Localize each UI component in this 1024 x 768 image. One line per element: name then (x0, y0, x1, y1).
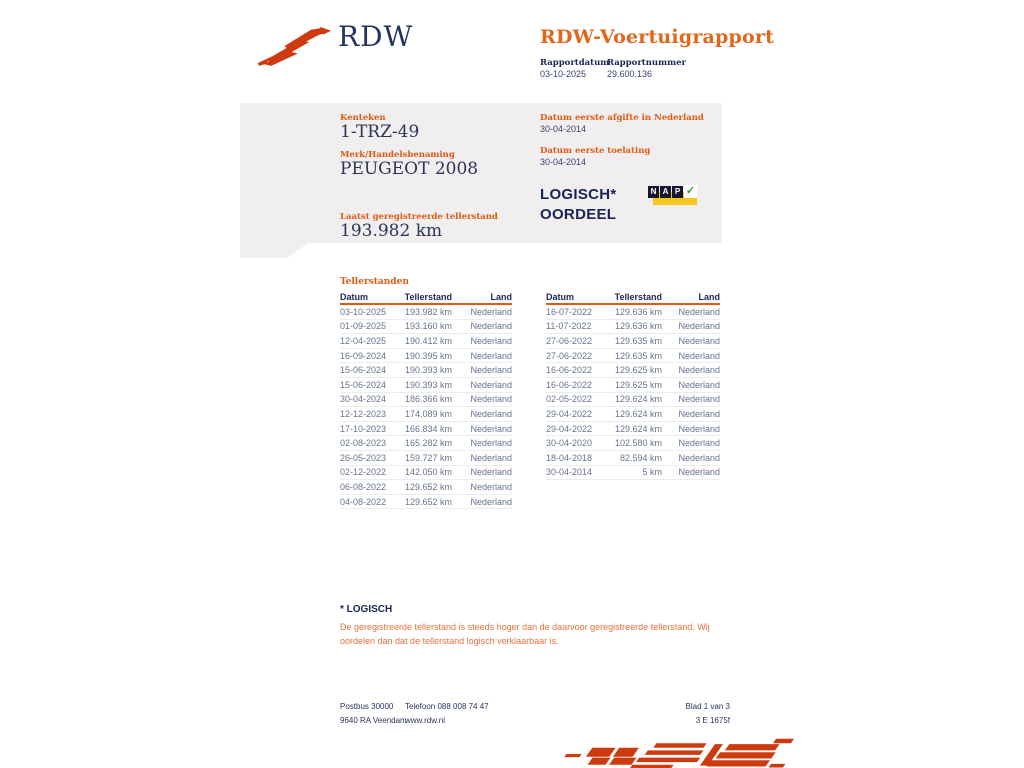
nap-checkmark-icon: ✓ (685, 185, 696, 197)
report-date-label: Rapportdatum (540, 58, 610, 68)
row-odometer: 142.050 km (404, 467, 452, 478)
row-country: Nederland (470, 365, 512, 376)
rdw-stripes-graphic (543, 737, 803, 768)
row-date: 16-06-2022 (546, 365, 593, 376)
nap-letter-n: N (648, 186, 659, 198)
tellerstanden-table-left (340, 292, 512, 509)
footer-phone: Telefoon 088 008 74 47 (405, 702, 489, 711)
row-date: 17-10-2023 (340, 423, 387, 434)
row-date: 03-10-2025 (340, 306, 387, 317)
footer-address (340, 700, 407, 728)
afgifte-value: 30-04-2014 (540, 124, 587, 134)
row-odometer: 190.393 km (404, 379, 452, 390)
report-date-value: 03-10-2025 (540, 69, 587, 79)
tellerstanden-section (340, 277, 720, 509)
table-header (546, 292, 720, 305)
row-date: 30-04-2020 (546, 438, 593, 449)
row-odometer: 129.625 km (614, 365, 662, 376)
col-header-datum: Datum (546, 292, 575, 302)
row-date: 15-06-2024 (340, 365, 387, 376)
table-row (546, 378, 720, 393)
table-row (546, 422, 720, 437)
row-date: 16-06-2022 (546, 379, 593, 390)
row-odometer: 129.636 km (614, 321, 662, 332)
table-body (546, 305, 720, 480)
row-country: Nederland (470, 306, 512, 317)
table-row (340, 334, 512, 349)
table-row (340, 305, 512, 320)
table-row (546, 466, 720, 481)
col-header-tellerstand: Tellerstand (614, 292, 662, 302)
row-country: Nederland (678, 365, 720, 376)
row-date: 26-05-2023 (340, 452, 387, 463)
row-country: Nederland (678, 452, 720, 463)
table-row (340, 393, 512, 408)
row-country: Nederland (678, 379, 720, 390)
row-country: Nederland (470, 408, 512, 419)
row-country: Nederland (678, 350, 720, 361)
logisch-explanation-title: * LOGISCH (340, 604, 393, 615)
row-country: Nederland (470, 481, 512, 492)
row-odometer: 165.282 km (404, 438, 452, 449)
table-row (340, 378, 512, 393)
vehicle-summary-panel (240, 103, 722, 243)
oordeel-line2: OORDEEL (540, 206, 617, 223)
row-country: Nederland (470, 335, 512, 346)
row-country: Nederland (470, 321, 512, 332)
row-odometer: 166.834 km (404, 423, 452, 434)
report-number-label: Rapportnummer (607, 58, 686, 68)
table-row (546, 320, 720, 335)
row-date: 16-07-2022 (546, 306, 593, 317)
logisch-explanation-text: De geregistreerde tellerstand is steeds hoger dan de daarvoor geregistreerde tellerstand. Wij oordelen dan dat de tellerstand logisch verklaarbaar is. (340, 622, 710, 646)
kenteken-label: Kenteken (340, 113, 386, 123)
row-odometer: 129.624 km (614, 394, 662, 405)
toelating-value: 30-04-2014 (540, 157, 587, 167)
row-country: Nederland (470, 394, 512, 405)
row-date: 29-04-2022 (546, 408, 593, 419)
row-date: 16-09-2024 (340, 350, 387, 361)
afgifte-label: Datum eerste afgifte in Nederland (540, 113, 704, 123)
row-country: Nederland (470, 350, 512, 361)
oordeel-line1: LOGISCH* (540, 186, 617, 203)
row-date: 02-12-2022 (340, 467, 387, 478)
table-row (546, 349, 720, 364)
row-date: 06-08-2022 (340, 481, 387, 492)
table-body (340, 305, 512, 509)
row-date: 11-07-2022 (546, 321, 592, 332)
row-odometer: 5 km (642, 467, 662, 478)
kenteken-value: 1-TRZ-49 (340, 122, 420, 142)
footer-doc-code: 3 E 1675f (695, 716, 730, 725)
col-header-land: Land (490, 292, 512, 302)
footer-contact (405, 700, 489, 728)
table-row (340, 407, 512, 422)
row-date: 01-09-2025 (340, 321, 387, 332)
row-country: Nederland (678, 321, 720, 332)
table-row (340, 436, 512, 451)
toelating-label: Datum eerste toelating (540, 146, 651, 156)
tellerstanden-title: Tellerstanden (340, 277, 409, 287)
rdw-logo-bird-icon (256, 22, 332, 68)
row-date: 30-04-2024 (340, 394, 387, 405)
row-odometer: 129.624 km (614, 408, 662, 419)
row-country: Nederland (678, 394, 720, 405)
row-country: Nederland (470, 496, 512, 507)
nap-letter-p: P (672, 186, 683, 198)
tellerstanden-table-right (546, 292, 720, 509)
footer-page-number: Blad 1 van 3 (685, 702, 730, 711)
row-country: Nederland (678, 335, 720, 346)
footer-website: www.rdw.nl (405, 716, 446, 725)
col-header-datum: Datum (340, 292, 369, 302)
row-odometer: 129.624 km (614, 423, 662, 434)
row-country: Nederland (678, 438, 720, 449)
row-odometer: 190.393 km (404, 365, 452, 376)
stripes-icon (543, 737, 803, 768)
table-row (546, 393, 720, 408)
merk-label: Merk/Handelsbenaming (340, 150, 455, 160)
row-odometer: 193.160 km (404, 321, 452, 332)
row-country: Nederland (470, 379, 512, 390)
table-row (546, 436, 720, 451)
nap-logo (648, 184, 700, 211)
row-date: 12-12-2023 (340, 408, 387, 419)
col-header-land: Land (698, 292, 720, 302)
row-country: Nederland (678, 408, 720, 419)
footer-city: 9640 RA Veendam (340, 716, 407, 725)
logisch-explanation (340, 604, 737, 648)
row-country: Nederland (678, 423, 720, 434)
row-date: 18-04-2018 (546, 452, 593, 463)
report-title: RDW-Voertuigrapport (540, 26, 775, 48)
row-odometer: 129.652 km (404, 496, 452, 507)
row-country: Nederland (470, 452, 512, 463)
table-row (340, 480, 512, 495)
laatste-tellerstand-value: 193.982 km (340, 221, 443, 241)
row-date: 30-04-2014 (546, 467, 593, 478)
row-odometer: 190.412 km (404, 335, 452, 346)
row-odometer: 129.635 km (614, 350, 662, 361)
row-date: 02-05-2022 (546, 394, 593, 405)
row-odometer: 186.366 km (404, 394, 452, 405)
row-date: 29-04-2022 (546, 423, 593, 434)
row-date: 15-06-2024 (340, 379, 387, 390)
row-date: 27-06-2022 (546, 335, 593, 346)
row-country: Nederland (470, 423, 512, 434)
table-row (340, 495, 512, 510)
footer-postbus: Postbus 30000 (340, 702, 394, 711)
row-odometer: 129.636 km (614, 306, 662, 317)
vehicle-summary-panel-tab (240, 243, 308, 258)
rdw-wordmark: RDW (338, 20, 414, 53)
table-row (340, 466, 512, 481)
col-header-tellerstand: Tellerstand (404, 292, 452, 302)
table-row (546, 334, 720, 349)
row-odometer: 129.635 km (614, 335, 662, 346)
table-header (340, 292, 512, 305)
table-row (546, 363, 720, 378)
report-number-value: 29.600.136 (607, 69, 653, 79)
table-row (340, 451, 512, 466)
table-row (340, 363, 512, 378)
table-row (546, 305, 720, 320)
table-row (340, 349, 512, 364)
row-date: 27-06-2022 (546, 350, 593, 361)
row-odometer: 129.625 km (614, 379, 662, 390)
merk-value: PEUGEOT 2008 (340, 159, 479, 179)
table-row (546, 407, 720, 422)
row-country: Nederland (470, 467, 512, 478)
table-row (340, 320, 512, 335)
row-odometer: 190.395 km (404, 350, 452, 361)
row-date: 12-04-2025 (340, 335, 387, 346)
row-odometer: 174.089 km (404, 408, 452, 419)
row-odometer: 193.982 km (404, 306, 452, 317)
row-odometer: 102.580 km (614, 438, 662, 449)
row-date: 04-08-2022 (340, 496, 387, 507)
table-row (340, 422, 512, 437)
table-row (546, 451, 720, 466)
row-date: 02-08-2023 (340, 438, 387, 449)
nap-letter-a: A (660, 186, 671, 198)
row-odometer: 159.727 km (404, 452, 452, 463)
row-country: Nederland (678, 467, 720, 478)
footer-meta (686, 700, 730, 728)
laatste-tellerstand-label: Laatst geregistreerde tellerstand (340, 212, 498, 222)
row-odometer: 129.652 km (404, 481, 452, 492)
row-country: Nederland (470, 438, 512, 449)
row-odometer: 82.594 km (619, 452, 662, 463)
row-country: Nederland (678, 306, 720, 317)
page-footer (340, 700, 730, 730)
